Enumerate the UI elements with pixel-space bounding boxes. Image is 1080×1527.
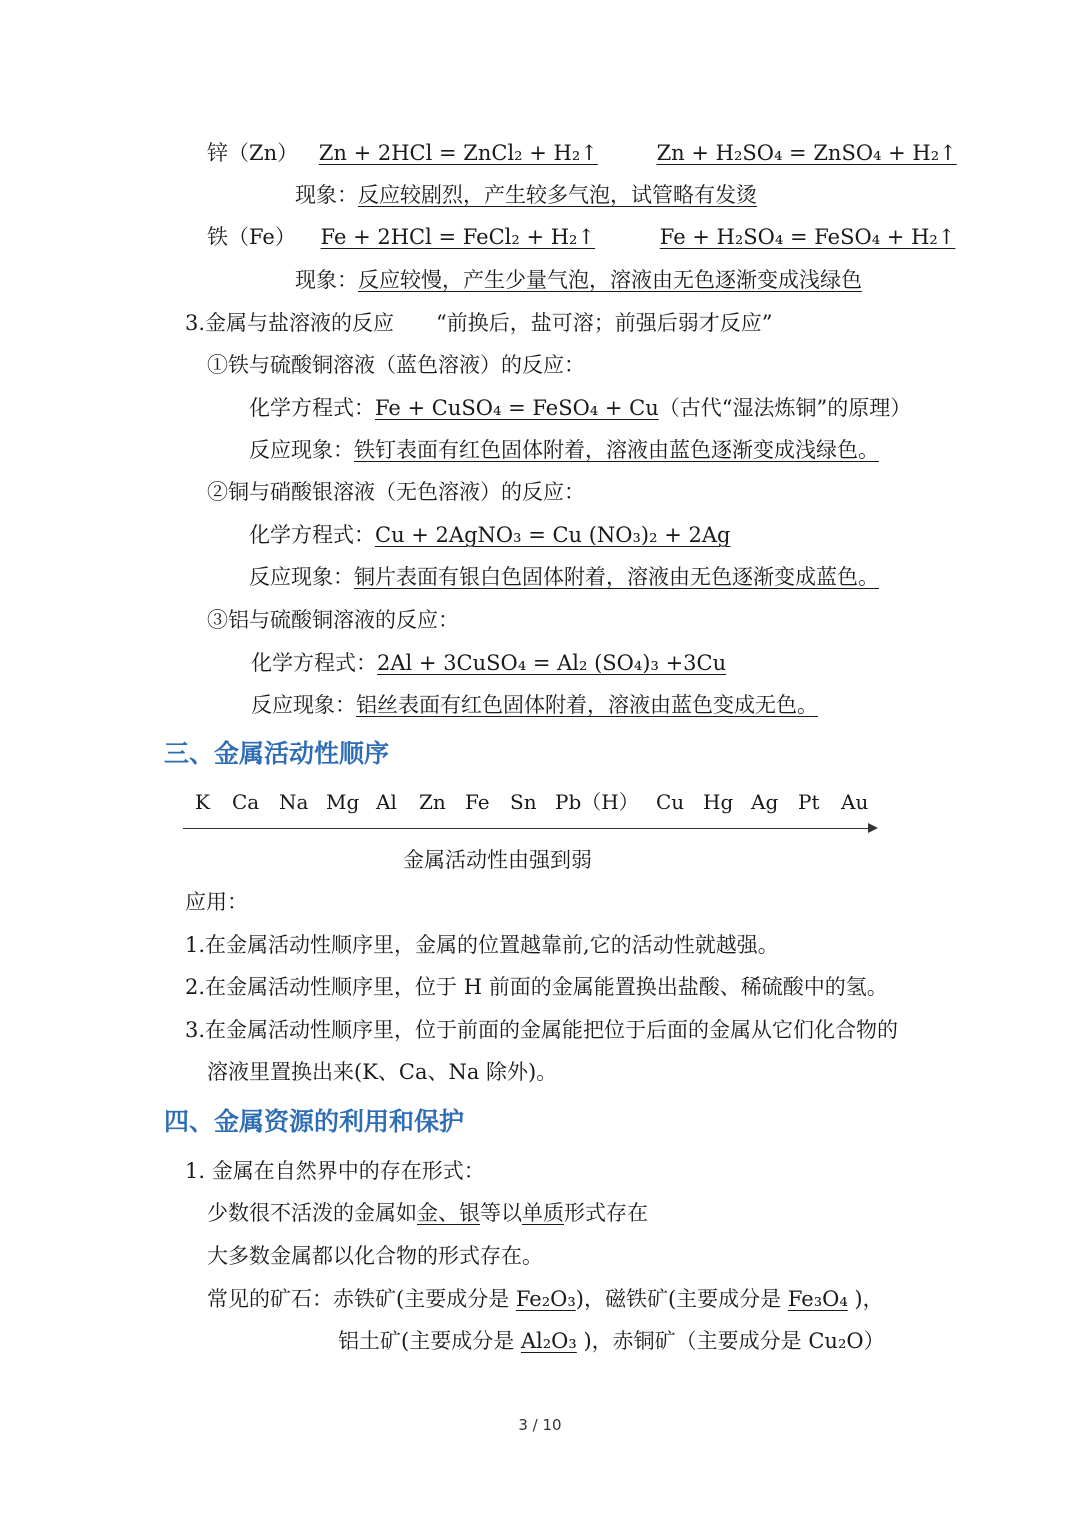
s1-post: 形式存在 [564, 1201, 648, 1225]
reaction2-phenomenon-line [249, 562, 879, 592]
apply-label: 应用： [185, 890, 248, 914]
metal-k: K [195, 790, 210, 814]
zn-line [207, 138, 957, 168]
metal-ca: Ca [232, 790, 260, 814]
page-number: 3 / 10 [518, 1416, 562, 1434]
s1-mid: 等以 [480, 1201, 522, 1225]
metal-al: Al [376, 790, 397, 814]
activity-caption: 金属活动性由强到弱 [403, 848, 592, 872]
section3-heading: 三、金属活动性顺序 [164, 739, 390, 768]
metal-na: Na [279, 790, 309, 814]
reaction3-phenomenon: 铝丝表面有红色固体附着，溶液由蓝色变成无色。 [356, 693, 818, 717]
fe-h2so4-equation: Fe + H₂SO₄ = FeSO₄ + H₂↑ [659, 225, 956, 249]
existence-line-2: 大多数金属都以化合物的形式存在。 [207, 1244, 543, 1268]
ore-hematite-formula: Fe₂O₃ [515, 1287, 576, 1311]
metal-au: Au [841, 790, 869, 814]
existence-title: 1. 金属在自然界中的存在形式： [185, 1159, 485, 1183]
s1-gold-silver: 金、银 [417, 1201, 480, 1225]
metal-pb-h: Pb（H） [555, 790, 639, 814]
reaction2-phenomenon: 铜片表面有银白色固体附着，溶液由无色逐渐变成蓝色。 [354, 565, 879, 589]
zn-label: 锌（Zn） [207, 141, 299, 165]
reaction1-phenomenon: 铁钉表面有红色固体附着，溶液由蓝色逐渐变成浅绿色。 [354, 438, 879, 462]
ores-line-2 [338, 1326, 885, 1356]
fe-hcl-equation: Fe + 2HCl = FeCl₂ + H₂↑ [320, 225, 596, 249]
ore-magnetite-formula: Fe₃O₄ [787, 1287, 848, 1311]
zn-phenomenon: 反应较剧烈，产生较多气泡，试管略有发烫 [358, 183, 757, 207]
reaction3-title: ③铝与硫酸铜溶液的反应： [207, 608, 459, 632]
reaction2-title: ②铜与硝酸银溶液（无色溶液）的反应： [207, 480, 585, 504]
metal-pt: Pt [798, 790, 820, 814]
ore2-pre: 铝土矿(主要成分是 [338, 1329, 521, 1353]
section4-heading: 四、金属资源的利用和保护 [164, 1107, 465, 1136]
ore-bauxite-formula: Al₂O₃ [520, 1329, 577, 1353]
metal-fe: Fe [465, 790, 490, 814]
existence-line-1 [207, 1198, 648, 1228]
fe-label: 铁（Fe） [207, 225, 296, 249]
salt-reaction-title: 3.金属与盐溶液的反应 “前换后，盐可溶；前强后弱才反应” [185, 311, 773, 335]
reaction3-phen-label: 反应现象： [251, 693, 356, 717]
reaction3-equation: 2Al + 3CuSO₄ = Al₂ (SO₄)₃ +3Cu [377, 651, 727, 675]
reaction3-equation-line [251, 648, 726, 678]
fe-phen-label: 现象： [295, 268, 358, 292]
s1-pre: 少数很不活泼的金属如 [207, 1201, 417, 1225]
reaction1-equation: Fe + CuSO₄ = FeSO₄ + Cu [375, 396, 659, 420]
arrow-right-icon [868, 823, 878, 833]
ores-line-1 [207, 1284, 884, 1314]
reaction2-equation: Cu + 2AgNO₃ = Cu (NO₃)₂ + 2Ag [375, 523, 731, 547]
metal-hg: Hg [703, 790, 734, 814]
s1-elemental: 单质 [522, 1201, 564, 1225]
metal-zn: Zn [419, 790, 446, 814]
rule-3a: 3.在金属活动性顺序里，位于前面的金属能把位于后面的金属从它们化合物的 [185, 1018, 899, 1042]
zn-phen-label: 现象： [295, 183, 358, 207]
reaction2-equation-line [249, 520, 730, 550]
zn-h2so4-equation: Zn + H₂SO₄ = ZnSO₄ + H₂↑ [656, 141, 957, 165]
reaction1-title: ①铁与硫酸铜溶液（蓝色溶液）的反应： [207, 353, 585, 377]
reaction1-equation-line [249, 393, 911, 423]
ore1-pre: 常见的矿石：赤铁矿(主要成分是 [207, 1287, 516, 1311]
reaction2-phen-label: 反应现象： [249, 565, 354, 589]
fe-line [207, 222, 955, 252]
reaction1-phen-label: 反应现象： [249, 438, 354, 462]
rule-1: 1.在金属活动性顺序里，金属的位置越靠前,它的活动性就越强。 [185, 933, 779, 957]
zn-phenomenon-line [295, 180, 757, 210]
ore2-mid: )，赤铜矿（主要成分是 Cu₂O） [576, 1329, 885, 1353]
metal-mg: Mg [326, 790, 360, 814]
rule-3b: 溶液里置换出来(K、Ca、Na 除外)。 [207, 1060, 558, 1084]
fe-phenomenon-line [295, 265, 862, 295]
reaction1-note: （古代“湿法炼铜”的原理） [658, 396, 912, 420]
rule-2: 2.在金属活动性顺序里，位于 H 前面的金属能置换出盐酸、稀硫酸中的氢。 [185, 975, 888, 999]
metal-cu: Cu [656, 790, 685, 814]
reaction1-eq-label: 化学方程式： [249, 396, 375, 420]
reaction3-eq-label: 化学方程式： [251, 651, 377, 675]
ore1-mid: )，磁铁矿(主要成分是 [575, 1287, 788, 1311]
zn-hcl-equation: Zn + 2HCl = ZnCl₂ + H₂↑ [318, 141, 598, 165]
fe-phenomenon: 反应较慢，产生少量气泡，溶液由无色逐渐变成浅绿色 [358, 268, 862, 292]
reaction1-phenomenon-line [249, 435, 879, 465]
ore1-post: )， [847, 1287, 884, 1311]
metal-ag: Ag [751, 790, 779, 814]
metal-sn: Sn [510, 790, 537, 814]
reaction2-eq-label: 化学方程式： [249, 523, 375, 547]
reaction3-phenomenon-line [251, 690, 818, 720]
activity-arrow-line [183, 828, 873, 829]
